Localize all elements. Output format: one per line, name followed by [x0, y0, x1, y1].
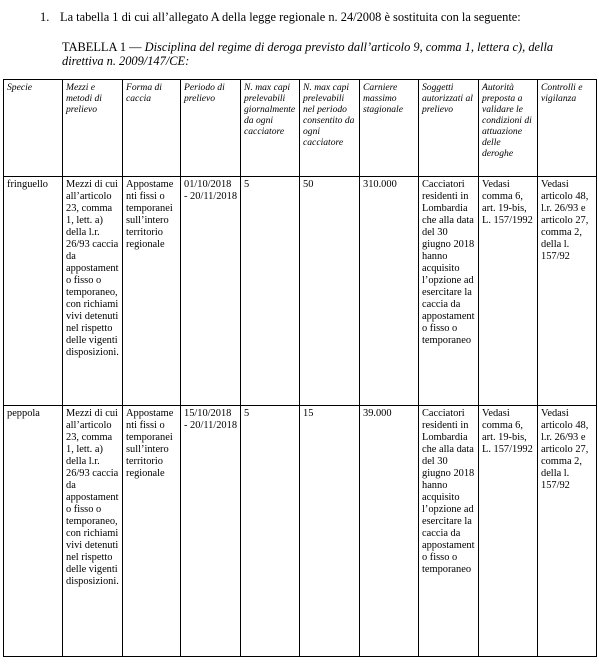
header-cell: N. max capi prelevabili nel periodo consentito da ogni cacciatore	[300, 80, 360, 177]
caption-title: Disciplina del regime di deroga previsto dall’articolo 9, comma 1, lettera c), della direttiva n. 2009/147/CE:	[62, 40, 554, 68]
cell-autorita: Vedasi comma 6, art. 19-bis, L. 157/1992	[479, 177, 538, 406]
cell-specie: peppola	[4, 406, 63, 657]
cell-controlli: Vedasi articolo 48, l.r. 26/93 e articolo 27, comma 2, della l. 157/92	[538, 177, 597, 406]
header-cell: Forma di caccia	[123, 80, 181, 177]
cell-mezzi: Mezzi di cui all’articolo 23, comma 1, lett. a) della l.r. 26/93 caccia da appostamento fisso o temporaneo, con richiami vivi detenuti nel rispetto delle vigenti disposizioni.	[63, 406, 123, 657]
cell-soggetti: Cacciatori residenti in Lombardia che alla data del 30 giugno 2018 hanno acquisito l’opzione ad esercitare la caccia da appostamento fisso o temporaneo	[419, 406, 479, 657]
cell-max-periodo: 15	[300, 406, 360, 657]
cell-specie: fringuello	[4, 177, 63, 406]
cell-max-giorno: 5	[241, 177, 300, 406]
cell-mezzi: Mezzi di cui all’articolo 23, comma 1, lett. a) della l.r. 26/93 caccia da appostamento fisso o temporaneo, con richiami vivi detenuti nel rispetto delle vigenti disposizioni.	[63, 177, 123, 406]
cell-autorita: Vedasi comma 6, art. 19-bis, L. 157/1992	[479, 406, 538, 657]
cell-controlli: Vedasi articolo 48, l.r. 26/93 e articolo 27, comma 2, della l. 157/92	[538, 406, 597, 657]
caption-label: TABELLA 1 —	[62, 40, 145, 54]
cell-periodo: 01/10/2018 - 20/11/2018	[181, 177, 241, 406]
table-row	[4, 406, 597, 657]
cell-periodo: 15/10/2018 - 20/11/2018	[181, 406, 241, 657]
list-number: 1.	[40, 10, 50, 24]
table-row	[4, 177, 597, 406]
cell-soggetti: Cacciatori residenti in Lombardia che alla data del 30 giugno 2018 hanno acquisito l’opzione ad esercitare la caccia da appostamento fisso o temporaneo	[419, 177, 479, 406]
header-cell: N. max capi prelevabili giornalmente da ogni cacciatore	[241, 80, 300, 177]
table-caption	[62, 40, 592, 68]
cell-max-periodo: 50	[300, 177, 360, 406]
cell-max-giorno: 5	[241, 406, 300, 657]
header-cell: Mezzi e metodi di prelievo	[63, 80, 123, 177]
header-cell: Periodo di prelievo	[181, 80, 241, 177]
intro-text: La tabella 1 di cui all’allegato A della legge regionale n. 24/2008 è sostituita con la seguente:	[60, 10, 521, 24]
header-cell: Specie	[4, 80, 63, 177]
cell-forma: Appostamenti fissi o temporanei sull’intero territorio regionale	[123, 177, 181, 406]
header-cell: Controlli e vigilanza	[538, 80, 597, 177]
cell-carniere: 310.000	[360, 177, 419, 406]
deroga-table	[3, 79, 597, 657]
table-header-row	[4, 80, 597, 177]
header-cell: Carniere massimo stagionale	[360, 80, 419, 177]
header-cell: Soggetti autorizzati al prelievo	[419, 80, 479, 177]
cell-forma: Appostamenti fissi o temporanei sull’intero territorio regionale	[123, 406, 181, 657]
cell-carniere: 39.000	[360, 406, 419, 657]
list-item-intro	[40, 10, 521, 25]
header-cell: Autorità preposta a validare le condizioni di attuazione delle deroghe	[479, 80, 538, 177]
